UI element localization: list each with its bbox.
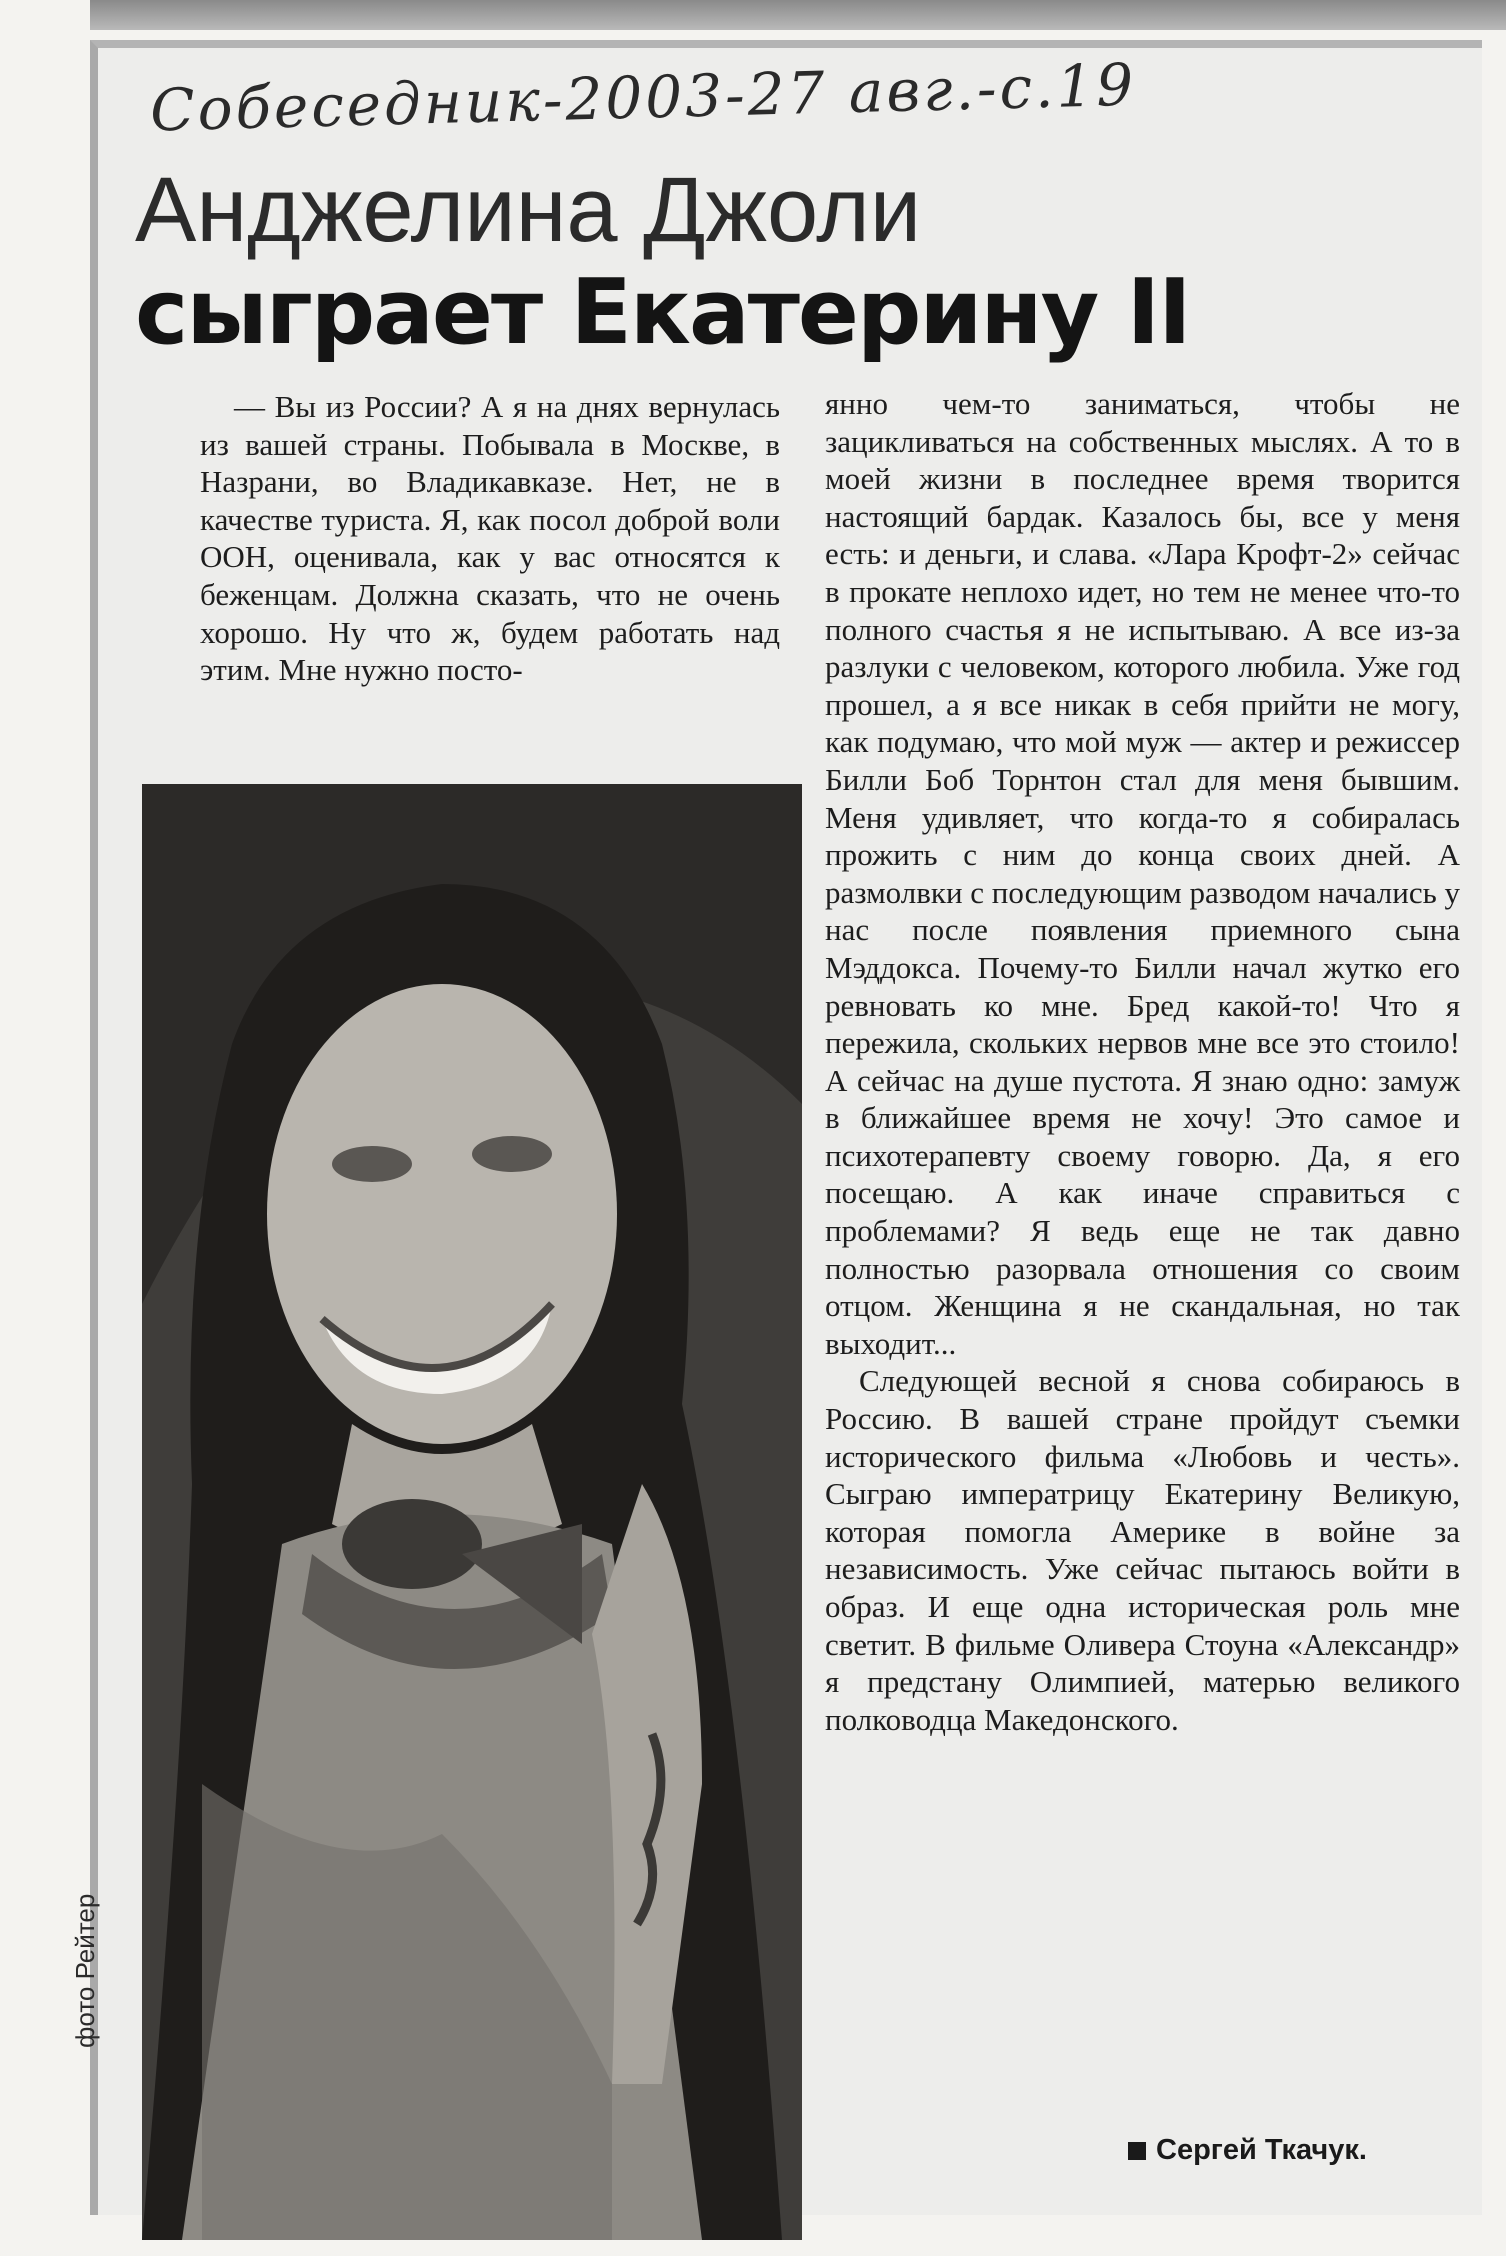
portrait-photo xyxy=(142,784,802,2240)
byline-text: Сергей Ткачук. xyxy=(1156,2134,1367,2166)
handwritten-source-note: Собеседник-2003-27 авг.-с.19 xyxy=(149,50,1137,145)
article-paragraph: янно чем-то заниматься, чтобы не зацикливаться на собственных мыслях. А то в моей жизни в последнее время творится настоящий бардак. Казалось бы, все у меня есть: и деньги, и слава. «Лара Крофт-2» сейчас в прокате неплохо идет, но тем не менее что-то полного счастья я не испытываю. А все из-за разлуки с человеком, которого любила. Уже год прошел, а я все никак в себя прийти не могу, как подумаю, что мой муж — актер и режиссер Билли Боб Торнтон стал для меня бывшим. Меня удивляет, что когда-то я собиралась прожить с ним до конца своих дней. А размолвки с последующим разводом начались у нас после появления приемного сына Мэддокса. Почему-то Билли начал жутко его ревновать ко мне. Бред какой-то! Что я пережила, скольких нервов мне все это стоило! А сейчас на душе пустота. Я знаю одно: замуж в ближайшее время не хочу! Это самое и психотерапевту своему говорю. Да, я его посещаю. А как иначе справиться с проблемами? Я ведь еще не так давно полностью разорвала отношения со своим отцом. Женщина я не скандальная, но так выходит... xyxy=(825,386,1461,1361)
author-byline xyxy=(1128,2134,1367,2167)
headline-line-2: сыграет Екатерину II xyxy=(135,260,1190,365)
portrait-illustration xyxy=(142,784,802,2240)
article-right-column xyxy=(825,385,1460,1738)
article-left-column xyxy=(200,388,780,689)
byline-square-icon xyxy=(1128,2142,1146,2160)
photo-credit: фото Рейтер xyxy=(70,1893,100,2048)
headline-line-1: Анджелина Джоли xyxy=(135,159,922,261)
article-paragraph: Следующей весной я снова собираюсь в Россию. В вашей стране пройдут съемки исторического фильма «Любовь и честь». Сыграю императрицу Екатерину Великую, которая помогла Америке в войне за независимость. Уже сейчас пытаюсь войти в образ. И еще одна историческая роль мне светит. В фильме Оливера Стоуна «Александр» я предстану Олимпией, матерью великого полководца Македонского. xyxy=(825,1363,1460,1737)
article-paragraph: — Вы из России? А я на днях вернулась из вашей страны. Побывала в Москве, в Назрани, во Владикавказе. Нет, не в качестве туриста. Я, как посол доброй воли ООН, оценивала, как у вас относятся к беженцам. Должна сказать, что не очень хорошо. Ну что ж, будем работать над этим. Мне нужно посто- xyxy=(200,389,780,688)
